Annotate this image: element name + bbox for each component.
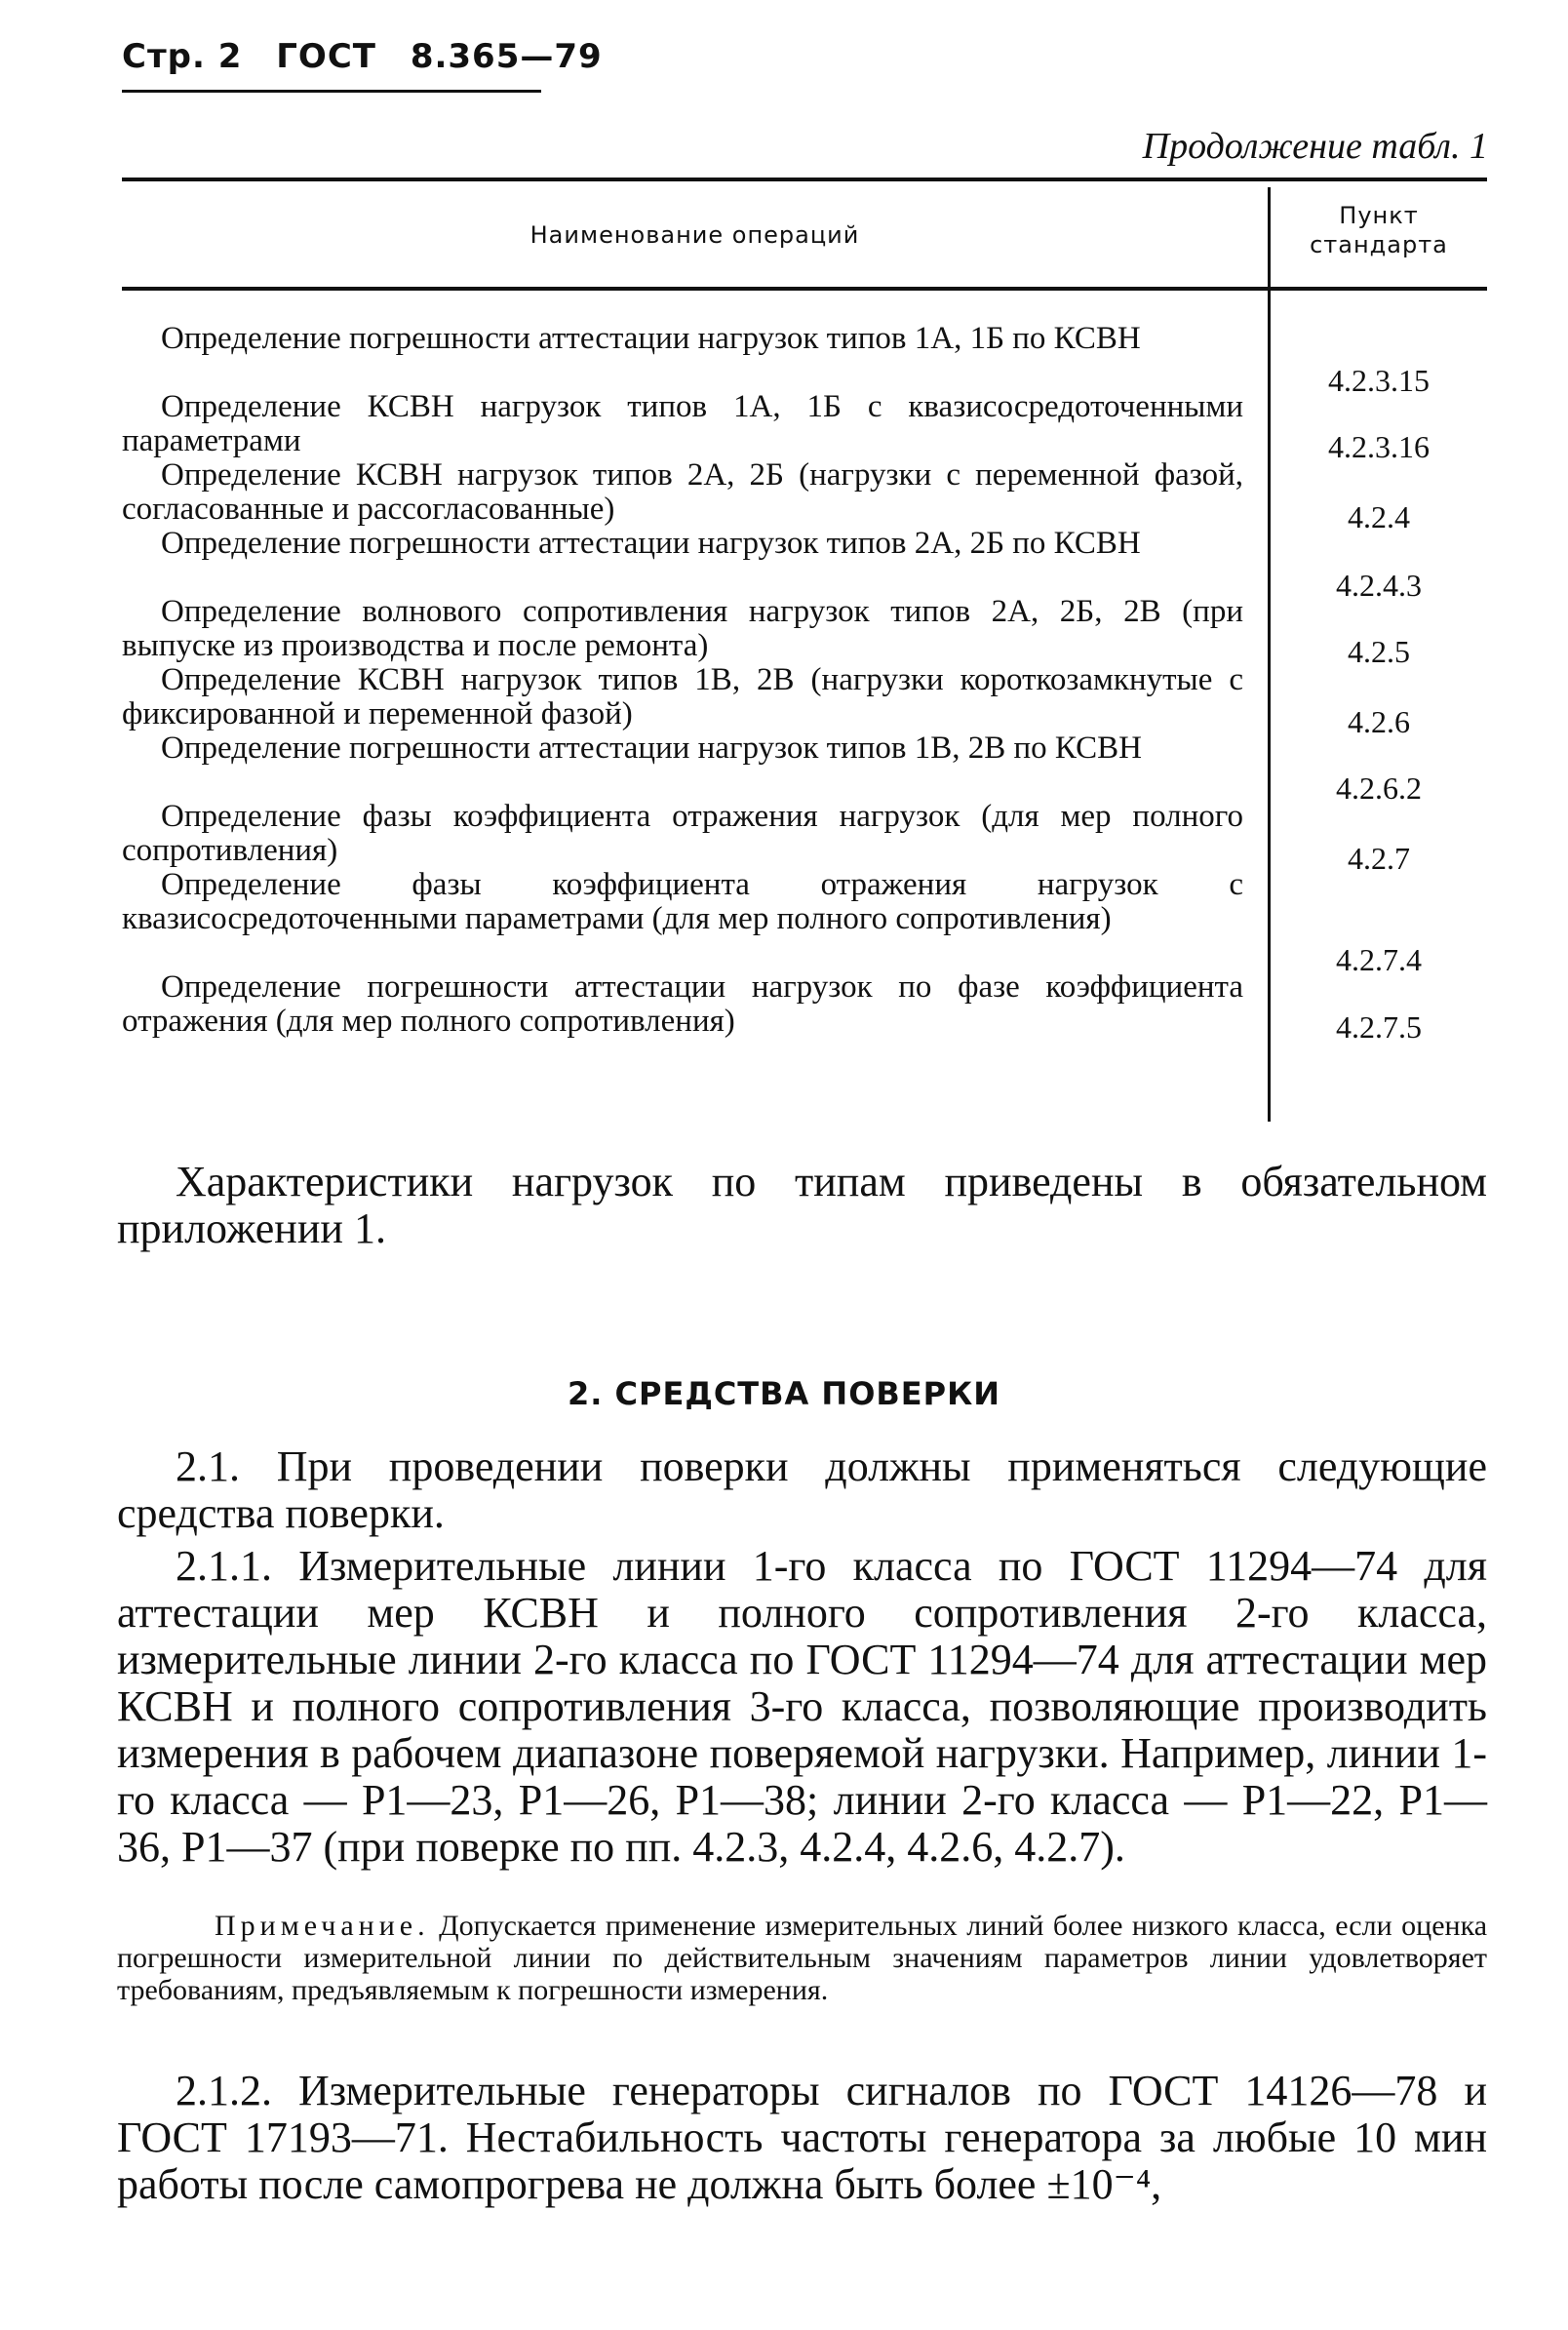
page-header	[122, 37, 624, 76]
operation-name: Определение КСВН нагрузок типов 1А, 1Б с квазисосредоточенными параметрами	[122, 389, 1243, 458]
operation-name: Определение КСВН нагрузок типов 1В, 2В (нагрузки короткозамкнутые с фиксированной и переменной фазой)	[122, 662, 1243, 731]
operation-name: Определение фазы коэффициента отражения нагрузок с квазисосредоточенными параметрами (для мер полного сопротивления)	[122, 867, 1243, 936]
section-title: 2. СРЕДСТВА ПОВЕРКИ	[567, 1375, 1001, 1412]
operation-name: Определение фазы коэффициента отражения нагрузок (для мер полного сопротивления)	[122, 799, 1243, 868]
operation-name: Определение погрешности аттестации нагрузок типов 2А, 2Б по КСВН	[161, 526, 1141, 561]
operation-point: 4.2.7	[1348, 841, 1410, 876]
operation-name: Определение погрешности аттестации нагрузок по фазе коэффициента отражения (для мер полного сопротивления)	[122, 969, 1243, 1039]
column-header-point-line1: Пункт	[1339, 202, 1419, 229]
table-top-rule	[122, 178, 1487, 181]
column-header-point-line2: стандарта	[1310, 231, 1448, 258]
gost-label: ГОСТ	[276, 37, 376, 76]
column-header-operation: Наименование операций	[529, 221, 860, 249]
paragraph-2-1-1: 2.1.1. Измерительные линии 1-го класса по ГОСТ 11294—74 для аттестации мер КСВН и полного сопротивления 2-го класса, измерительные линии 2-го класса по ГОСТ 11294—74 для аттестации мер КСВН и полного сопротивления 3-го класса, позволяющие производить измерения в рабочем диапазоне поверяемой нагрузки. Например, линии 1-го класса — Р1—23, Р1—26, Р1—38; линии 2-го класса — Р1—22, Р1—36, Р1—37 (при поверке по пп. 4.2.3, 4.2.4, 4.2.6, 4.2.7).	[117, 1542, 1487, 1871]
operation-point: 4.2.5	[1348, 634, 1410, 669]
note	[117, 1910, 1487, 2006]
operation-point: 4.2.6.2	[1336, 770, 1422, 806]
operation-point: 4.2.7.4	[1336, 942, 1422, 977]
operation-name: Определение погрешности аттестации нагрузок типов 1В, 2В по КСВН	[161, 731, 1142, 766]
operation-point: 4.2.3.16	[1328, 429, 1430, 464]
operation-point: 4.2.4.3	[1336, 568, 1422, 603]
operations-table	[122, 178, 1487, 1124]
gost-number: 8.365—79	[410, 37, 603, 76]
table-continuation-label: Продолжение табл. 1	[1142, 126, 1488, 167]
header-rule	[122, 90, 541, 93]
page-number: Стр. 2	[122, 37, 243, 76]
operation-name: Определение погрешности аттестации нагрузок типов 1А, 1Б по КСВН	[161, 321, 1141, 356]
operation-name: Определение волнового сопротивления нагрузок типов 2А, 2Б, 2В (при выпуске из производства и после ремонта)	[122, 594, 1243, 663]
note-text: Допускается применение измерительных линий более низкого класса, если оценка погрешности измерительной линии по действительным значениям параметров линии удовлетворяет требованиям, предъявляемым к погрешности измерения.	[117, 1910, 1488, 2006]
table-header-rule	[122, 287, 1487, 291]
operation-point: 4.2.4	[1348, 499, 1410, 534]
operation-point: 4.2.3.15	[1328, 363, 1430, 398]
operation-point: 4.2.7.5	[1336, 1009, 1422, 1045]
operation-name: Определение КСВН нагрузок типов 2А, 2Б (нагрузки с переменной фазой, согласованные и рассогласованные)	[122, 457, 1243, 527]
paragraph-2-1: 2.1. При проведении поверки должны применяться следующие средства поверки.	[117, 1442, 1487, 1537]
column-header-point	[1271, 201, 1487, 259]
note-label: Примечание.	[215, 1910, 430, 1942]
operation-point: 4.2.6	[1348, 704, 1410, 739]
characteristics-paragraph: Характеристики нагрузок по типам приведены в обязательном приложении 1.	[117, 1158, 1487, 1252]
paragraph-2-1-2: 2.1.2. Измерительные генераторы сигналов по ГОСТ 14126—78 и ГОСТ 17193—71. Нестабильность частоты генератора за любые 10 мин работы после самопрогрева не должна быть более ±10⁻⁴,	[117, 2067, 1487, 2208]
